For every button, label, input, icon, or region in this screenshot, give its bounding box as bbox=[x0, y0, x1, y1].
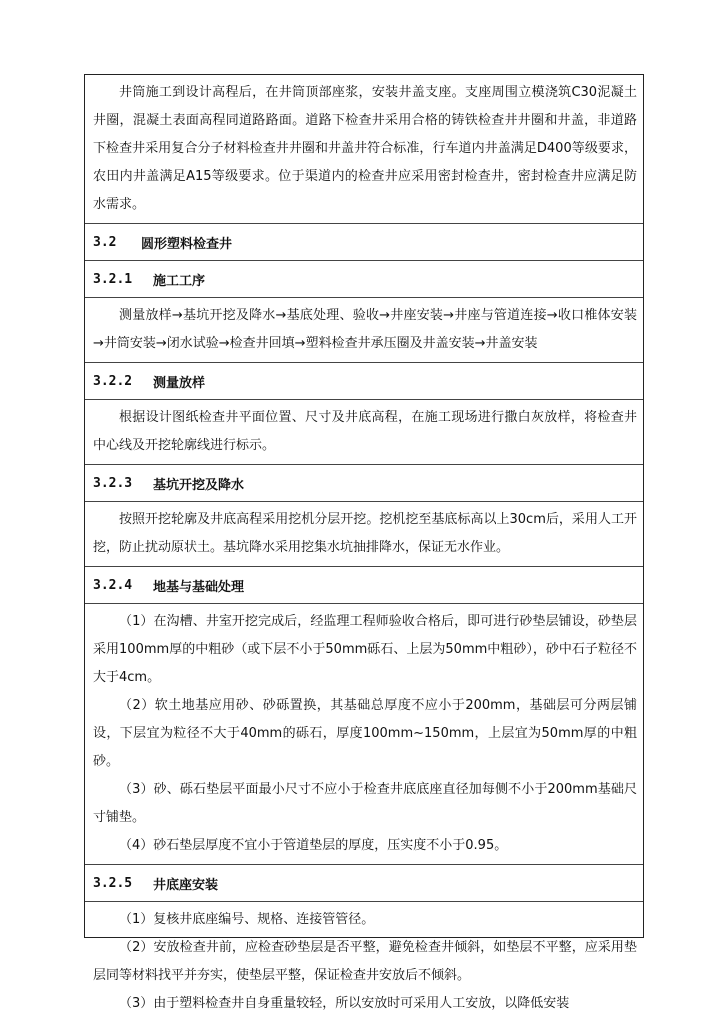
s325-item-3: （3）由于塑料检查井自身重量较轻，所以安放时可采用人工安放，以降低安装 bbox=[119, 996, 570, 1011]
s324-heading-row bbox=[85, 567, 643, 604]
s325-title: 井底座安装 bbox=[153, 877, 219, 893]
s321-number: 3.2.1 bbox=[93, 271, 133, 287]
section-number: 3.2 bbox=[93, 234, 117, 250]
s324-title: 地基与基础处理 bbox=[153, 579, 245, 595]
s324-item-1: （1）在沟槽、井室开挖完成后，经监理工程师验收合格后，即可进行砂垫层铺设，砂垫层采用100mm厚的中粗砂（或下层不小于50mm砾石、上层为50mm中粗砂），砂中石子粒径不大于4cm。 bbox=[93, 614, 637, 685]
s325-item-2: （2）安放检查井前，应检查砂垫层是否平整，避免检查井倾斜，如垫层不平整，应采用垫层同等材料找平并夯实，使垫层平整，保证检查井安放后不倾斜。 bbox=[93, 940, 637, 983]
s323-heading-row bbox=[85, 465, 643, 502]
section-heading-row bbox=[85, 224, 643, 261]
s321-content-row bbox=[85, 298, 643, 363]
s322-content-row bbox=[85, 400, 643, 465]
s325-content-row bbox=[85, 902, 643, 1022]
s325-number: 3.2.5 bbox=[93, 875, 133, 891]
s322-title: 测量放样 bbox=[153, 375, 206, 391]
section-title: 圆形塑料检查井 bbox=[141, 236, 233, 252]
s324-item-3: （3）砂、砾石垫层平面最小尺寸不应小于检查井底底座直径加每侧不小于200mm基础尺寸铺垫。 bbox=[93, 782, 637, 825]
s325-item-1: （1）复核井底座编号、规格、连接管管径。 bbox=[119, 912, 375, 927]
s323-title: 基坑开挖及降水 bbox=[153, 477, 245, 493]
s324-item-4: （4）砂石垫层厚度不宜小于管道垫层的厚度，压实度不小于0.95。 bbox=[119, 838, 508, 853]
intro-row bbox=[85, 75, 643, 224]
s322-paragraph: 根据设计图纸检查井平面位置、尺寸及井底高程，在施工现场进行撒白灰放样，将检查井中心线及开挖轮廓线进行标示。 bbox=[93, 410, 637, 453]
s325-heading-row bbox=[85, 865, 643, 902]
s321-title: 施工工序 bbox=[153, 273, 206, 289]
s324-content-row bbox=[85, 604, 643, 865]
s323-number: 3.2.3 bbox=[93, 475, 133, 491]
s321-paragraph: 测量放样→基坑开挖及降水→基底处理、验收→井座安装→井座与管道连接→收口椎体安装→井筒安装→闭水试验→检查井回填→塑料检查井承压圈及井盖安装→井盖安装 bbox=[93, 308, 637, 351]
s323-content-row bbox=[85, 502, 643, 567]
intro-paragraph: 井筒施工到设计高程后，在井筒顶部座浆，安装井盖支座。支座周围立模浇筑C30泥凝土井圈，混凝土表面高程同道路路面。道路下检查井采用合格的铸铁检查井井圈和井盖，非道路下检查井采用复合分子材料检查井井圈和井盖井符合标准，行车道内井盖满足D400等级要求，农田内井盖满足A15等级要求。位于渠道内的检查井应采用密封检查井，密封检查井应满足防水需求。 bbox=[93, 85, 637, 212]
s321-heading-row bbox=[85, 261, 643, 298]
s324-item-2: （2）软土地基应用砂、砂砾置换，其基础总厚度不应小于200mm，基础层可分两层铺设，下层宜为粒径不大于40mm的砾石，厚度100mm~150mm，上层宜为50mm厚的中粗砂。 bbox=[93, 698, 637, 769]
s323-paragraph: 按照开挖轮廓及井底高程采用挖机分层开挖。挖机挖至基底标高以上30cm后，采用人工开挖，防止扰动原状土。基坑降水采用挖集水坑抽排降水，保证无水作业。 bbox=[93, 512, 637, 555]
document-table bbox=[84, 74, 644, 1011]
s322-heading-row bbox=[85, 363, 643, 400]
s324-number: 3.2.4 bbox=[93, 577, 133, 593]
s322-number: 3.2.2 bbox=[93, 373, 133, 389]
